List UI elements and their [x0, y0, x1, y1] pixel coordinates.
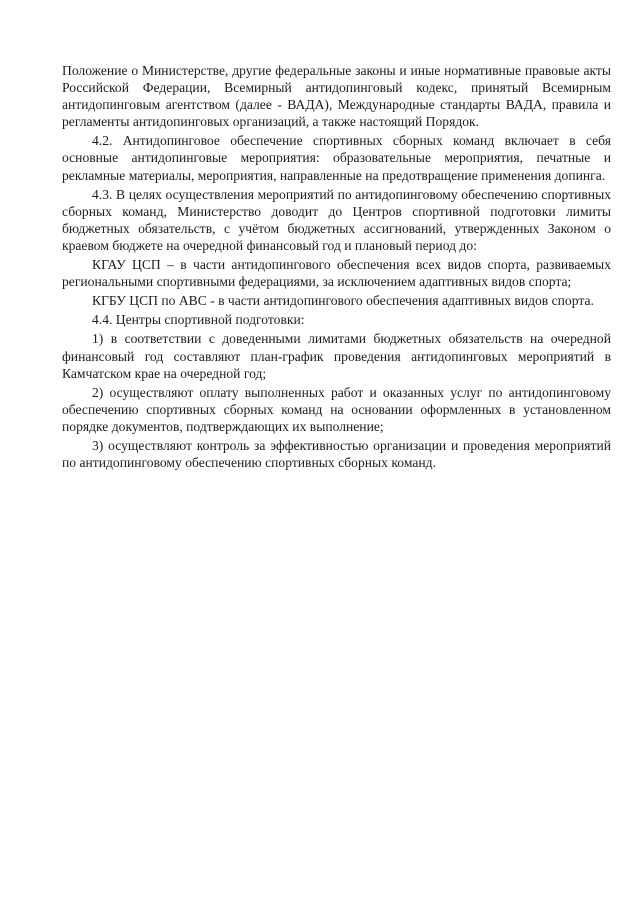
paragraph-4-2: 4.2. Антидопинговое обеспечение спортивных сборных команд включает в себя основные антидопинговые мероприятия: образовательные мероприятия, печатные и рекламные материалы, мероприятия, направленные на предотвращение применения допинга. [62, 133, 611, 183]
paragraph-4-3: 4.3. В целях осуществления мероприятий по антидопинговому обеспечению спортивных сборных команд, Министерство доводит до Центров спортивной подготовки лимиты бюджетных обязательств, с учётом бюджетных ассигнований, утвержденных Законом о краевом бюджете на очередной финансовый год и плановый период до: [62, 186, 611, 253]
list-item-3: 3) осуществляют контроль за эффективностью организации и проведения мероприятий по антидопинговому обеспечению спортивных сборных команд. [62, 437, 611, 471]
paragraph-4-4: 4.4. Центры спортивной подготовки: [92, 312, 305, 328]
document-body [62, 62, 611, 473]
paragraph-kgau-csp: КГАУ ЦСП – в части антидопингового обеспечения всех видов спорта, развиваемых региональными спортивными федерациями, за исключением адаптивных видов спорта; [62, 257, 611, 290]
paragraph-continuation: Положение о Министерстве, другие федеральные законы и иные нормативные правовые акты Российской Федерации, Всемирный антидопинговый кодекс, принятый Всемирным антидопинговым агентством (далее - ВАДА), Международные стандарты ВАДА, правила и регламенты антидопинговых организаций, а также настоящий Порядок. [62, 63, 611, 130]
paragraph-kgbu-csp-avs: КГБУ ЦСП по АВС - в части антидопингового обеспечения адаптивных видов спорта. [92, 293, 594, 309]
list-item-1: 1) в соответствии с доведенными лимитами бюджетных обязательств на очередной финансовый год составляют план-график проведения антидопинговых мероприятий в Камчатском крае на очередной год; [62, 331, 611, 381]
list-item-2: 2) осуществляют оплату выполненных работ и оказанных услуг по антидопинговому обеспечению спортивных сборных команд на основании оформленных в установленном порядке документов, подтверждающих их выполнение; [62, 384, 611, 434]
